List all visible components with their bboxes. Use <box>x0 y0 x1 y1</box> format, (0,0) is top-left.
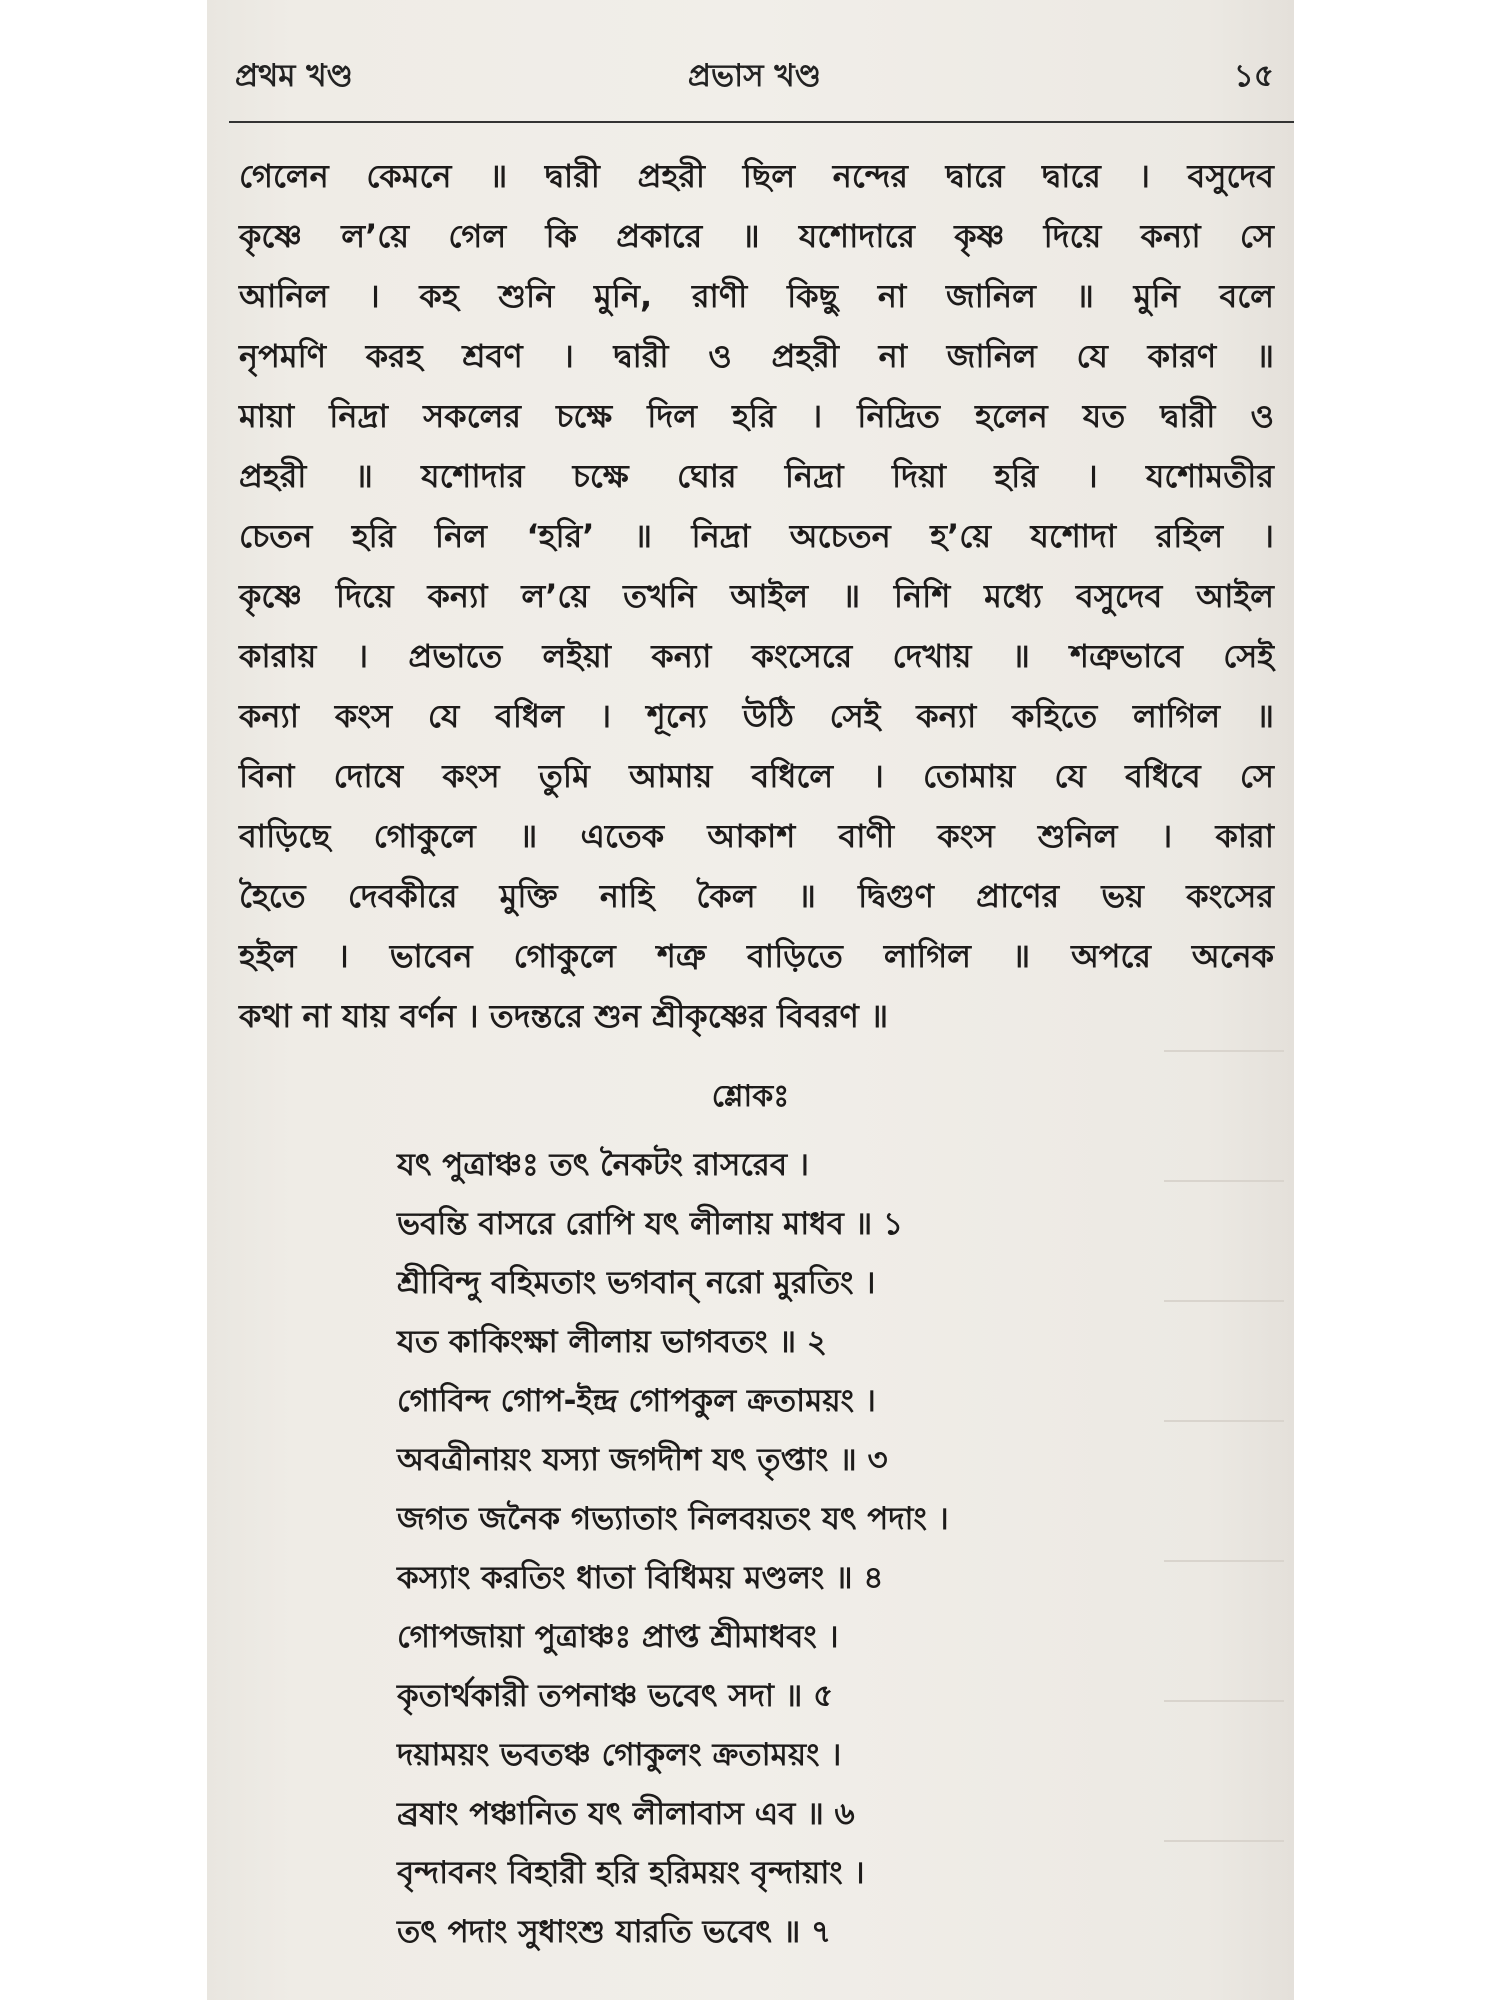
prose-line: নৃপমণি করহ শ্রবণ । দ্বারী ও প্রহরী না জানিল যে কারণ ॥ <box>239 337 1274 375</box>
prose-line: কথা না যায় বর্ণন । তদন্তরে শুন শ্রীকৃষ্ণের বিবরণ ॥ <box>239 997 889 1035</box>
verse-line: যৎ পুত্রাঞ্চঃ তৎ নৈকটং রাসরেব । <box>397 1147 809 1183</box>
prose-line: কারায় । প্রভাতে লইয়া কন্যা কংসেরে দেখায় ॥ শত্রুভাবে সেই <box>239 637 1274 675</box>
running-header <box>235 52 1274 112</box>
sloka-verses <box>397 1136 1254 1962</box>
prose-line: চেতন হরি নিল ‘হরি’ ॥ নিদ্রা অচেতন হ’য়ে যশোদা রহিল । <box>239 517 1274 555</box>
show-through-mark <box>1164 1420 1284 1422</box>
prose-paragraph <box>239 146 1274 1046</box>
show-through-mark <box>1164 1840 1284 1842</box>
prose-line: মায়া নিদ্রা সকলের চক্ষে দিল হরি । নিদ্রিত হলেন যত দ্বারী ও <box>239 397 1274 435</box>
prose-line: বাড়িছে গোকুলে ॥ এতেক আকাশ বাণী কংস শুনিল । কারা <box>239 817 1274 855</box>
verse-line: গোবিন্দ গোপ-ইন্দ্র গোপকুল ক্রতাময়ং । <box>397 1383 876 1419</box>
header-chapter-title: প্রভাস খণ্ড <box>687 58 822 94</box>
verse-line: বৃন্দাবনং বিহারী হরি হরিময়ং বৃন্দায়াং । <box>397 1855 865 1891</box>
prose-line: বিনা দোষে কংস তুমি আমায় বধিলে । তোমায় যে বধিবে সে <box>239 757 1274 795</box>
header-rule <box>229 121 1294 123</box>
verse-line: অবত্রীনায়ং যস্যা জগদীশ যৎ তৃপ্তাং ॥ ৩ <box>397 1442 888 1478</box>
verse-line: দয়াময়ং ভবতঞ্চ গোকুলং ক্রতাময়ং । <box>397 1737 842 1773</box>
show-through-mark <box>1164 1300 1284 1302</box>
verse-line: কৃতার্থকারী তপনাঞ্চ ভবেৎ সদা ॥ ৫ <box>397 1678 834 1714</box>
show-through-mark <box>1164 1700 1284 1702</box>
verse-line: শ্রীবিন্দু বহিমতাং ভগবান্ নরো মুরতিং । <box>397 1265 876 1301</box>
prose-line: কৃষ্ণে ল’য়ে গেল কি প্রকারে ॥ যশোদারে কৃষ্ণ দিয়ে কন্যা সে <box>239 217 1274 255</box>
show-through-mark <box>1164 1180 1284 1182</box>
prose-line: প্রহরী ॥ যশোদার চক্ষে ঘোর নিদ্রা দিয়া হরি । যশোমতীর <box>239 457 1274 495</box>
prose-line: গেলেন কেমনে ॥ দ্বারী প্রহরী ছিল নন্দের দ্বারে দ্বারে । বসুদেব <box>239 157 1274 195</box>
prose-line: আনিল । কহ শুনি মুনি, রাণী কিছু না জানিল ॥ মুনি বলে <box>239 277 1274 315</box>
verse-line: যত কাকিংক্ষা লীলায় ভাগবতং ॥ ২ <box>397 1324 828 1360</box>
show-through-mark <box>1164 1560 1284 1562</box>
prose-line: হৈতে দেবকীরে মুক্তি নাহি কৈল ॥ দ্বিগুণ প্রাণের ভয় কংসের <box>239 877 1274 915</box>
verse-line: তৎ পদাং সুধাংশু যারতি ভবেৎ ॥ ৭ <box>397 1914 832 1950</box>
verse-line: জগত জনৈক গভ্যাতাং নিলবয়তং যৎ পদাং । <box>397 1501 949 1537</box>
prose-line: কন্যা কংস যে বধিল । শূন্যে উঠি সেই কন্যা কহিতে লাগিল ॥ <box>239 697 1274 735</box>
book-page <box>207 0 1294 2000</box>
verse-line: ব্রষাং পঞ্চানিত যৎ লীলাবাস এব ॥ ৬ <box>397 1796 855 1832</box>
header-section-title: প্রথম খণ্ড <box>235 58 353 94</box>
prose-line: হইল । ভাবেন গোকুলে শত্রু বাড়িতে লাগিল ॥ অপরে অনেক <box>239 937 1274 975</box>
sloka-heading: শ্লোকঃ <box>711 1079 790 1114</box>
prose-line: কৃষ্ণে দিয়ে কন্যা ল’য়ে তখনি আইল ॥ নিশি মধ্যে বসুদেব আইল <box>239 577 1274 615</box>
verse-line: গোপজায়া পুত্রাঞ্চঃ প্রাপ্ত শ্রীমাধবং । <box>397 1619 839 1655</box>
page-number: ১৫ <box>1233 58 1274 94</box>
verse-line: ভবন্তি বাসরে রোপি যৎ লীলায় মাধব ॥ ১ <box>397 1206 904 1242</box>
verse-line: কস্যাং করতিং ধাতা বিধিময় মণ্ডলং ॥ ৪ <box>397 1560 884 1596</box>
show-through-mark <box>1164 1050 1284 1052</box>
